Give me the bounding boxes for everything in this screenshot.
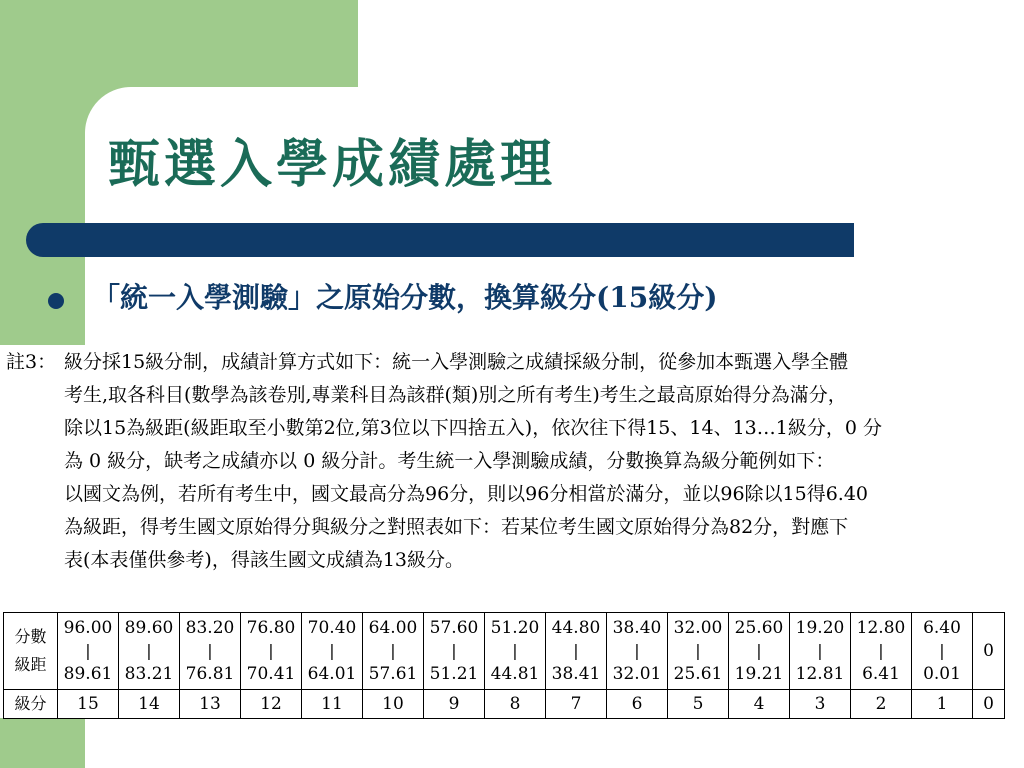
note-line [6, 412, 1018, 445]
range-low: 89.61 [63, 664, 113, 684]
range-separator: | [207, 641, 213, 660]
range-high: 70.40 [307, 618, 357, 638]
note-line [6, 379, 1018, 412]
range-separator: | [695, 641, 701, 660]
range-low: 32.01 [612, 664, 662, 684]
range-high: 12.80 [856, 618, 906, 638]
range-low: 38.41 [551, 664, 601, 684]
note-line [6, 445, 1018, 478]
level-header: 級分 [4, 690, 58, 719]
level-cell: 2 [851, 690, 912, 719]
range-low: 57.61 [368, 664, 418, 684]
range-high: 19.20 [795, 618, 845, 638]
range-high: 6.40 [923, 618, 961, 638]
level-cell: 13 [180, 690, 241, 719]
range-high: 83.20 [185, 618, 235, 638]
range-high: 51.20 [490, 618, 540, 638]
range-low: 6.41 [862, 664, 900, 684]
note-block [6, 346, 1018, 577]
range-separator: | [390, 641, 396, 660]
range-separator: | [573, 641, 579, 660]
level-cell: 1 [912, 690, 973, 719]
range-cell [546, 613, 607, 690]
range-low: 70.41 [246, 664, 296, 684]
level-cell: 8 [485, 690, 546, 719]
note-line-text: 表(本表僅供參考)，得該生國文成績為13級分。 [64, 549, 465, 571]
note-line [6, 478, 1018, 511]
range-cell [363, 613, 424, 690]
range-low: 83.21 [124, 664, 174, 684]
range-low: 0.01 [923, 664, 961, 684]
range-cell [302, 613, 363, 690]
range-high: 32.00 [673, 618, 723, 638]
range-separator: | [634, 641, 640, 660]
range-cell [180, 613, 241, 690]
range-high: 38.40 [612, 618, 662, 638]
range-cell [58, 613, 119, 690]
range-separator: | [85, 641, 91, 660]
bullet-icon [48, 293, 64, 309]
range-high: 96.00 [63, 618, 113, 638]
range-separator: | [756, 641, 762, 660]
note-line-text: 除以15為級距(級距取至小數第2位,第3位以下四捨五入)，依次往下得15、14、13…1級分，0 分 [64, 417, 882, 439]
range-high: 57.60 [429, 618, 479, 638]
level-row [4, 690, 1005, 719]
range-low: 64.01 [307, 664, 357, 684]
range-cell [119, 613, 180, 690]
range-cell [241, 613, 302, 690]
note-line [6, 346, 1018, 379]
range-cell [851, 613, 912, 690]
level-cell: 11 [302, 690, 363, 719]
range-header-top: 分數 [14, 627, 47, 646]
range-high: 44.80 [551, 618, 601, 638]
range-separator: | [329, 641, 335, 660]
bullet-text: 「統一入學測驗」之原始分數，換算級分(15級分) [92, 281, 718, 314]
level-cell: 14 [119, 690, 180, 719]
range-low: 51.21 [429, 664, 479, 684]
level-cell: 7 [546, 690, 607, 719]
range-low: 76.81 [185, 664, 235, 684]
note-line-text: 考生,取各科目(數學為該卷別,專業科目為該群(類)別之所有考生)考生之最高原始得分為滿分， [64, 384, 847, 406]
note-line [6, 511, 1018, 544]
range-high: 89.60 [124, 618, 174, 638]
note-line-text: 級分採15級分制，成績計算方式如下：統一入學測驗之成績採級分制，從參加本甄選入學全體 [64, 351, 849, 373]
slide-title: 甄選入學成績處理 [108, 134, 557, 195]
title-underline-bar [26, 223, 854, 257]
note-label: 註3： [6, 351, 57, 373]
range-row [4, 613, 1005, 690]
level-cell: 4 [729, 690, 790, 719]
level-cell-zero: 0 [973, 690, 1005, 719]
range-high: 64.00 [368, 618, 418, 638]
level-cell: 12 [241, 690, 302, 719]
range-separator: | [817, 641, 823, 660]
range-separator: | [512, 641, 518, 660]
range-cell [424, 613, 485, 690]
level-cell: 9 [424, 690, 485, 719]
level-cell: 15 [58, 690, 119, 719]
note-line-text: 為 0 級分，缺考之成績亦以 0 級分計。考生統一入學測驗成績，分數換算為級分範例如下： [64, 450, 835, 472]
note-line-text: 以國文為例，若所有考生中，國文最高分為96分，則以96分相當於滿分，並以96除以15得6.40 [64, 483, 869, 505]
range-separator: | [451, 641, 457, 660]
range-cell [607, 613, 668, 690]
range-cell [912, 613, 973, 690]
note-line-text: 為級距，得考生國文原始得分與級分之對照表如下：若某位考生國文原始得分為82分，對應下 [64, 516, 849, 538]
range-low: 25.61 [673, 664, 723, 684]
range-cell [668, 613, 729, 690]
range-header-bottom: 級距 [14, 655, 47, 674]
range-header [4, 613, 58, 690]
range-separator: | [146, 641, 152, 660]
range-cell-zero: 0 [973, 613, 1005, 690]
level-cell: 6 [607, 690, 668, 719]
range-low: 19.21 [734, 664, 784, 684]
range-separator: | [878, 641, 884, 660]
level-cell: 10 [363, 690, 424, 719]
note-line [6, 544, 1018, 577]
range-cell [790, 613, 851, 690]
green-accent-footer [0, 718, 85, 768]
level-cell: 5 [668, 690, 729, 719]
range-cell [485, 613, 546, 690]
range-high: 25.60 [734, 618, 784, 638]
range-low: 12.81 [795, 664, 845, 684]
range-low: 44.81 [490, 664, 540, 684]
range-cell [729, 613, 790, 690]
score-level-table [3, 612, 1005, 719]
range-high: 76.80 [246, 618, 296, 638]
range-separator: | [268, 641, 274, 660]
level-cell: 3 [790, 690, 851, 719]
range-separator: | [939, 641, 945, 660]
